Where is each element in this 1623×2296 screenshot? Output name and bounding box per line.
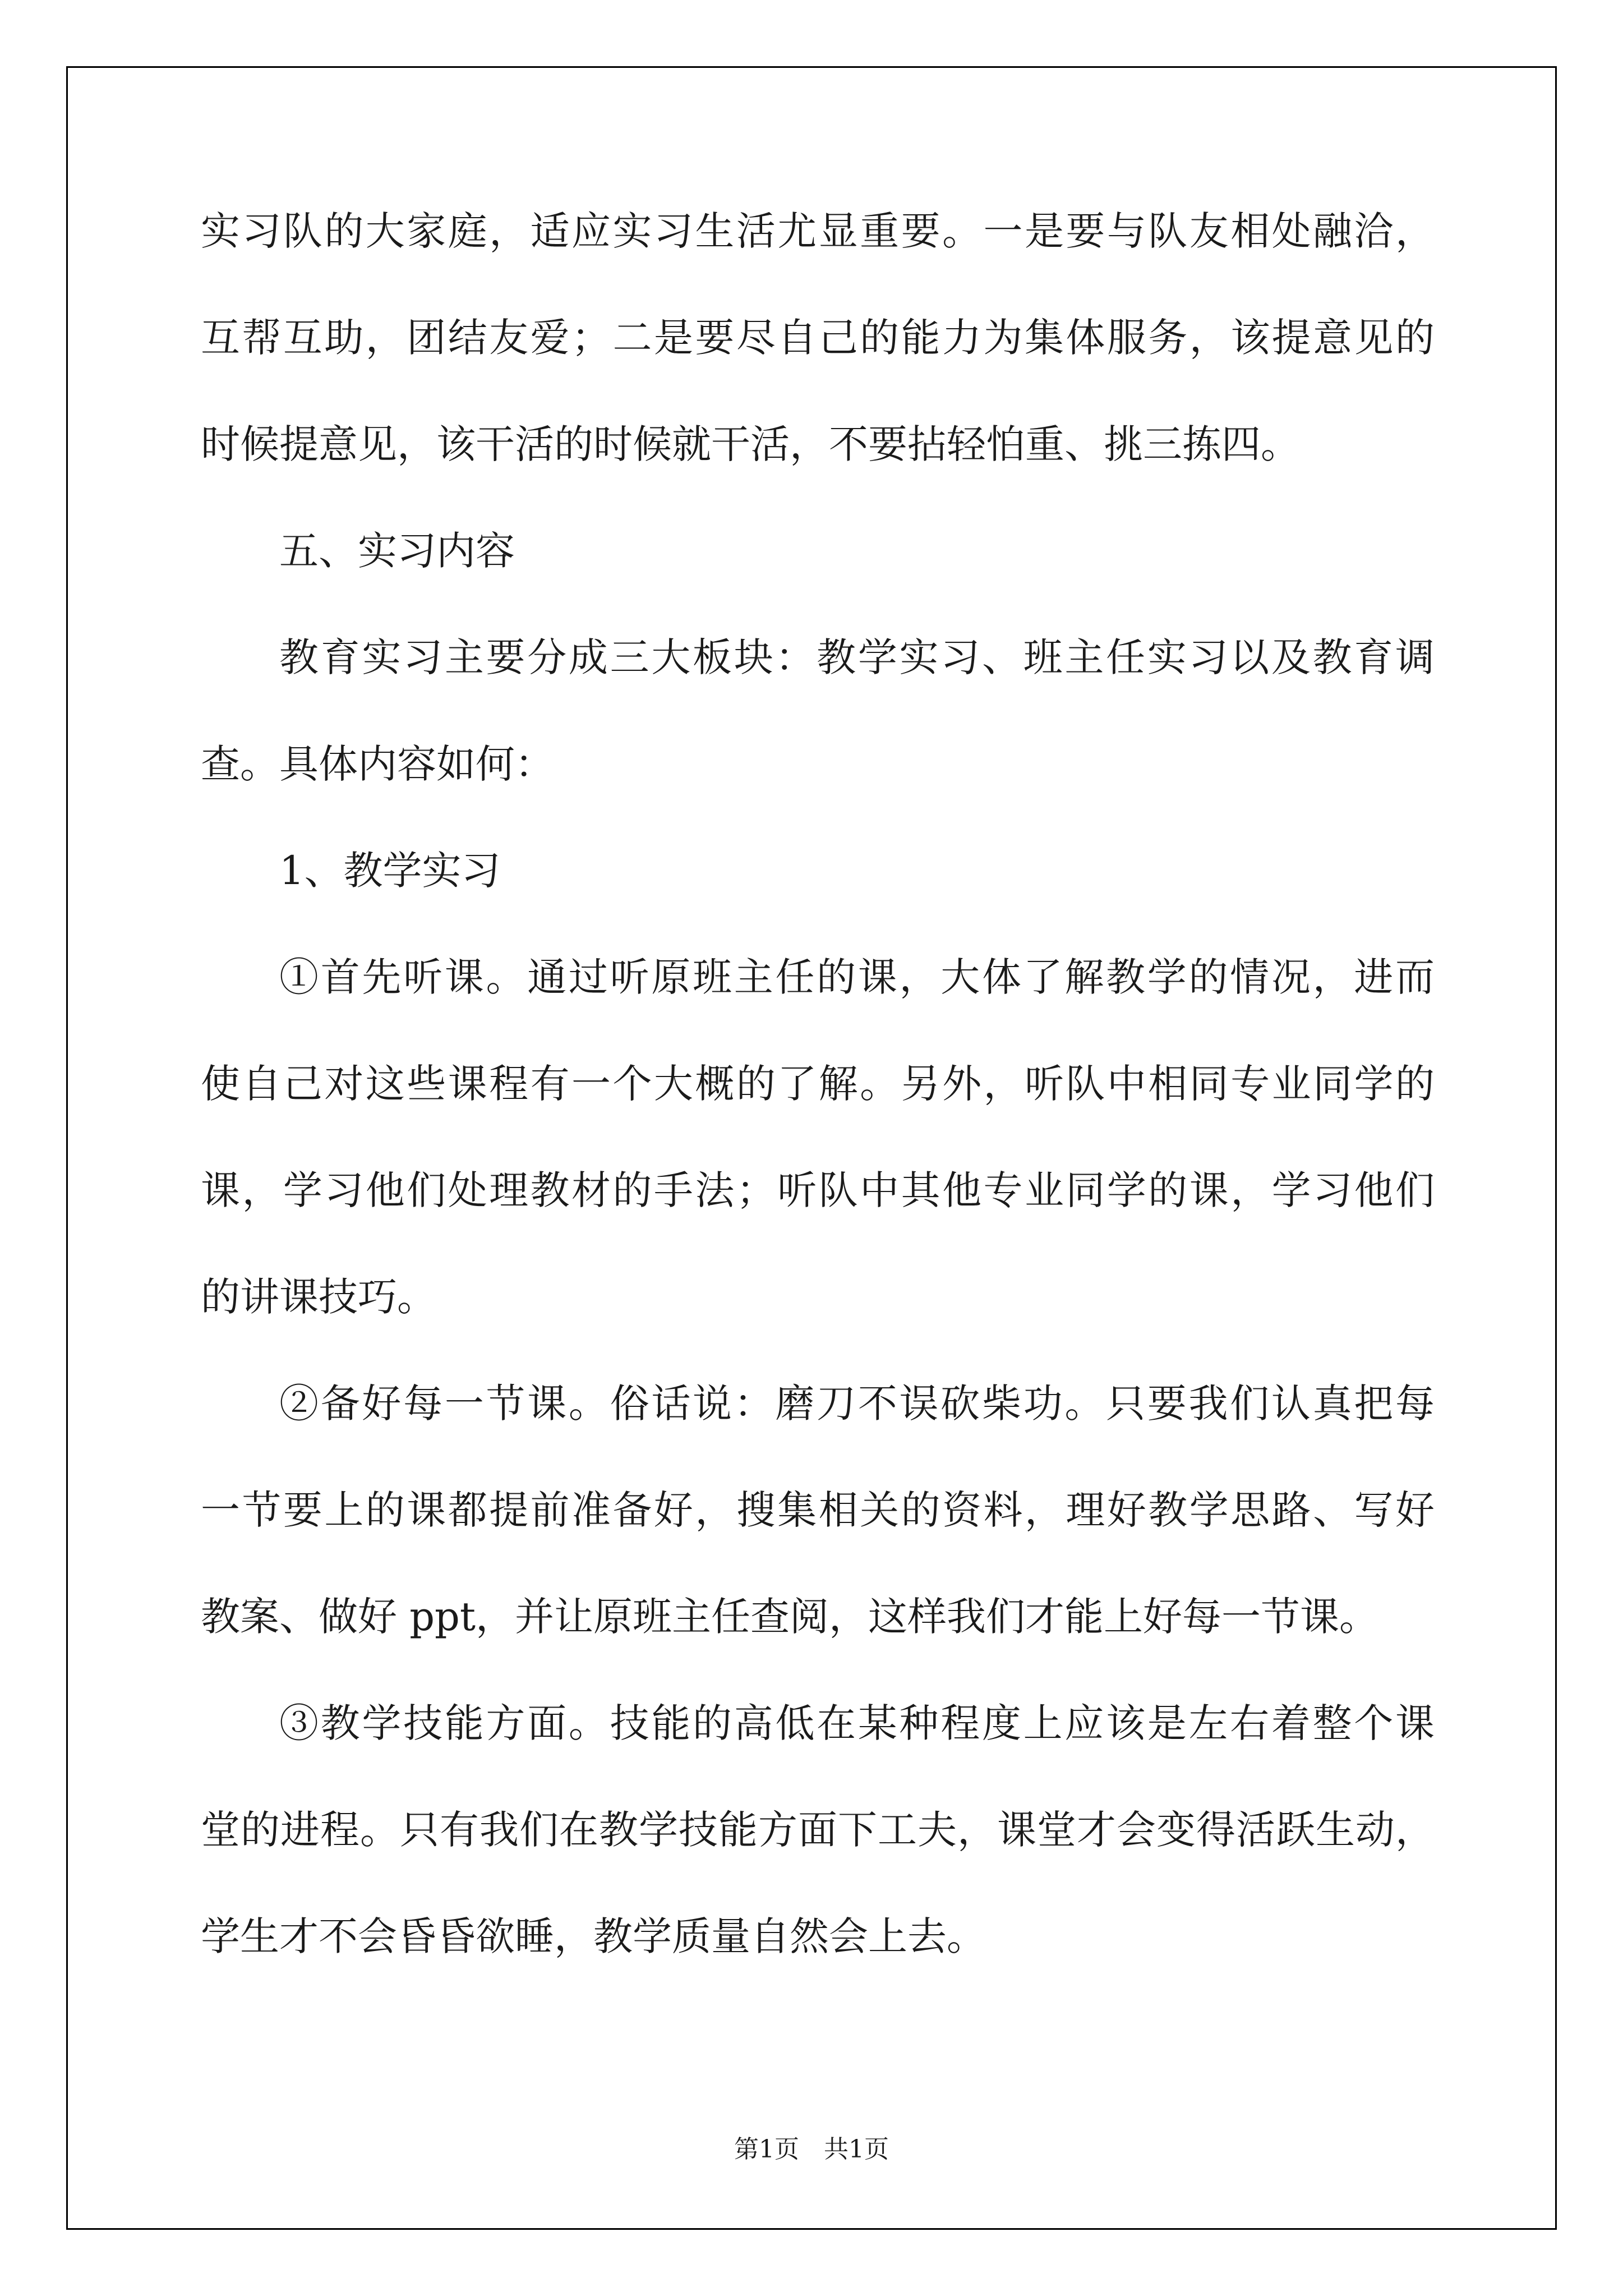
- paragraph-line: 使自己对这些课程有一个大概的了解。另外，听队中相同专业同学的: [201, 1061, 1435, 1107]
- paragraph-line: 实习队的大家庭，适应实习生活尤显重要。一是要与队友相处融洽，: [201, 208, 1435, 254]
- paragraph-line: 互帮互助，团结友爱；二是要尽自己的能力为集体服务，该提意见的: [201, 315, 1435, 361]
- document-body: [201, 197, 1435, 2009]
- paragraph-line: ①首先听课。通过听原班主任的课，大体了解教学的情况，进而: [279, 954, 1435, 1000]
- paragraph-line: 课，学习他们处理教材的手法；听队中其他专业同学的课，学习他们: [201, 1167, 1435, 1213]
- paragraph-line: ②备好每一节课。俗话说：磨刀不误砍柴功。只要我们认真把每: [279, 1381, 1435, 1427]
- subsection-heading: 1、教学实习: [279, 848, 501, 894]
- paragraph-line: 查。具体内容如何：: [201, 741, 554, 787]
- section-heading: 五、实习内容: [279, 528, 515, 574]
- page-footer: 第1页 共1页: [734, 2135, 889, 2164]
- paragraph-line: 学生才不会昏昏欲睡，教学质量自然会上去。: [201, 1913, 986, 1959]
- paragraph-line: 教案、做好 ppt，并让原班主任查阅，这样我们才能上好每一节课。: [201, 1594, 1378, 1640]
- paragraph-line: 一节要上的课都提前准备好，搜集相关的资料，理好教学思路、写好: [201, 1487, 1435, 1533]
- paragraph-line: 堂的进程。只有我们在教学技能方面下工夫，课堂才会变得活跃生动，: [201, 1807, 1435, 1853]
- paragraph-line: 时候提意见，该干活的时候就干活，不要拈轻怕重、挑三拣四。: [201, 421, 1300, 467]
- paragraph-line: ③教学技能方面。技能的高低在某种程度上应该是左右着整个课: [279, 1700, 1435, 1746]
- paragraph-line: 的讲课技巧。: [201, 1274, 436, 1320]
- paragraph-line: 教育实习主要分成三大板块：教学实习、班主任实习以及教育调: [279, 634, 1435, 680]
